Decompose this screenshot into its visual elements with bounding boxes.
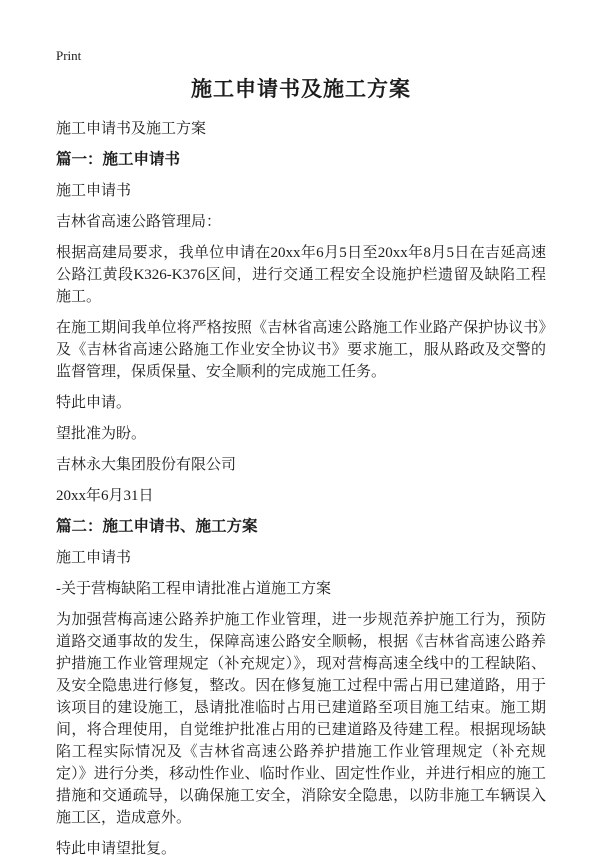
section-1-heading: 篇一：施工申请书 [56, 151, 181, 168]
section-2-heading: 篇二：施工申请书、施工方案 [56, 518, 258, 535]
section-2-paragraph: 施工申请书 [56, 550, 132, 566]
section-2-paragraph: 特此申请望批复。 [56, 841, 177, 857]
section-1-paragraph: 施工申请书 [56, 183, 132, 199]
section-1-paragraph: 望批准为盼。 [56, 426, 147, 442]
section-2-paragraph: -关于营梅缺陷工程申请批准占道施工方案 [56, 581, 331, 597]
section-1-paragraph: 特此申请。 [56, 395, 132, 411]
section-1-paragraph: 根据高建局要求，我单位申请在20xx年6月5日至20xx年8月5日在吉延高速公路江黄段K326-K376区间，进行交通工程安全设施护栏遗留及缺陷工程施工。 [56, 245, 546, 305]
doc-subtitle: 施工申请书及施工方案 [56, 121, 207, 137]
section-1-paragraph: 在施工期间我单位将严格按照《吉林省高速公路施工作业路产保护协议书》及《吉林省高速公路施工作业安全协议书》要求施工，服从路政及交警的监督管理，保质保量、安全顺利的完成施工任务。 [56, 320, 546, 380]
section-1-date: 20xx年6月31日 [56, 488, 154, 504]
page-title: 施工申请书及施工方案 [191, 77, 411, 101]
print-link[interactable]: Print [56, 48, 82, 63]
section-1-paragraph: 吉林省高速公路管理局： [56, 214, 222, 230]
section-1-signature: 吉林永大集团股份有限公司 [56, 457, 237, 473]
section-2-paragraph: 为加强营梅高速公路养护施工作业管理，进一步规范养护施工行为，预防道路交通事故的发生，保障高速公路安全顺畅，根据《吉林省高速公路养护措施工作业管理规定（补充规定）》，现对营梅高速全线中的工程缺陷、及安全隐患进行修复，整改。因在修复施工过程中需占用已建道路，用于该项目的建设施工，恳请批准临时占用已建道路至项目施工结束。施工期间，将合理使用，自觉维护批准占用的已建道路及待建工程。根据现场缺陷工程实际情况及《吉林省高速公路养护措施工作业管理规定（补充规定）》进行分类，移动性作业、临时作业、固定性作业，并进行相应的施工措施和交通疏导，以确保施工安全，消除安全隐患，以防非施工车辆误入施工区，造成意外。 [56, 612, 546, 826]
